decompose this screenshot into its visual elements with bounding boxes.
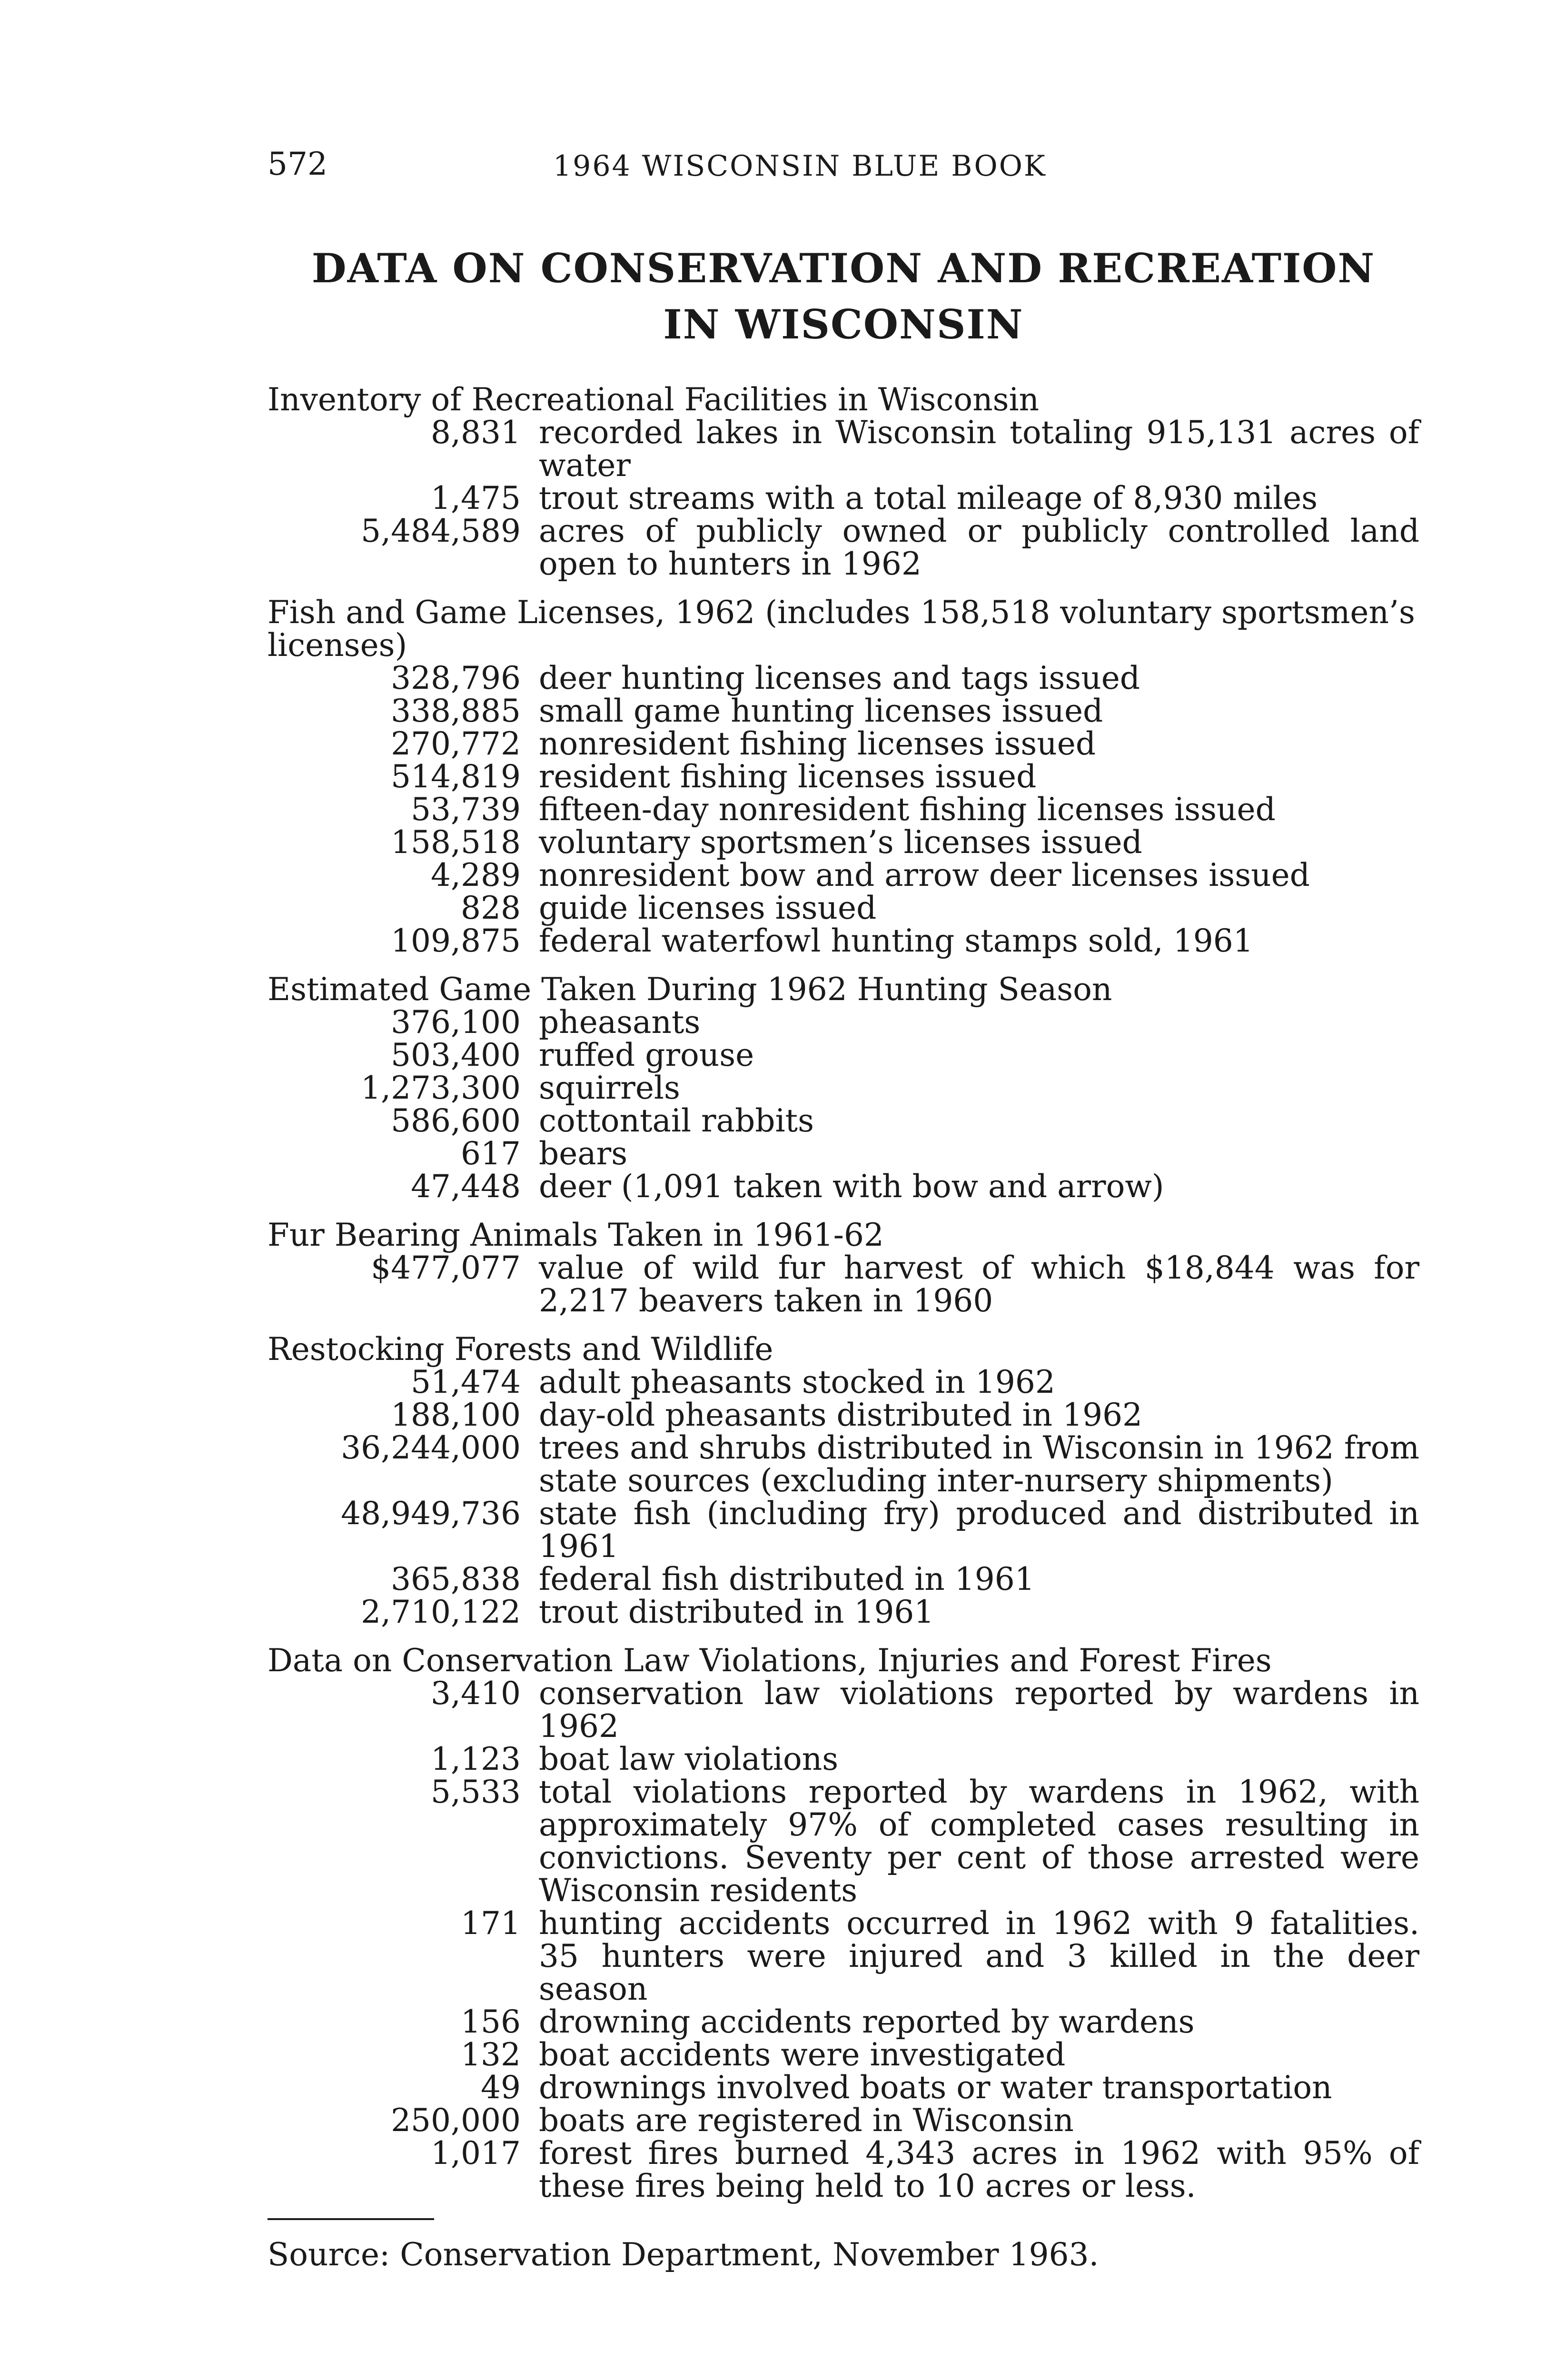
- item-text: adult pheasants stocked in 1962: [539, 1364, 1055, 1400]
- item-text: acres of publicly owned or publicly controlled land open to hunters in 1962: [539, 513, 1419, 582]
- list-item: [268, 1497, 1419, 1563]
- item-value: $477,077: [371, 1250, 521, 1286]
- section-estimated-game-taken: [268, 973, 1419, 1203]
- item-text: nonresident fishing licenses issued: [539, 725, 1096, 762]
- list-item: [268, 1137, 1419, 1170]
- item-text: voluntary sportsmen’s licenses issued: [539, 824, 1142, 861]
- list-item: [268, 1677, 1419, 1743]
- section-heading: Fish and Game Licenses, 1962 (includes 158,518 voluntary sportsmen’s licenses): [268, 594, 1415, 664]
- section-heading: Estimated Game Taken During 1962 Hunting Season: [268, 971, 1112, 1008]
- list-item: [268, 1071, 1419, 1104]
- item-text: forest fires burned 4,343 acres in 1962 with 95% of these fires being held to 10 acres or less.: [539, 2135, 1419, 2204]
- page-title-line-1: DATA ON CONSERVATION AND RECREATION: [311, 245, 1376, 292]
- list-item: [268, 662, 1419, 694]
- list-item: [268, 2038, 1419, 2071]
- item-value: 365,838: [391, 1561, 521, 1597]
- list-item: [268, 2104, 1419, 2137]
- item-value: 5,533: [431, 1774, 521, 1810]
- item-value: 586,600: [391, 1102, 521, 1139]
- item-text: small game hunting licenses issued: [539, 693, 1103, 729]
- item-text: recorded lakes in Wisconsin totaling 915,131 acres of water: [539, 414, 1419, 484]
- list-item: [268, 482, 1419, 515]
- item-text: bears: [539, 1135, 628, 1172]
- item-text: day-old pheasants distributed in 1962: [539, 1397, 1143, 1433]
- item-text: trees and shrubs distributed in Wisconsin in 1962 from state sources (excluding inter-nursery shipments): [539, 1429, 1419, 1499]
- list-item: [268, 1563, 1419, 1596]
- list-item: [268, 1039, 1419, 1071]
- page-number: 572: [268, 146, 327, 182]
- item-text: cottontail rabbits: [539, 1102, 814, 1139]
- item-text: value of wild fur harvest of which $18,844 was for 2,217 beavers taken in 1960: [539, 1250, 1419, 1319]
- item-text: state fish (including fry) produced and distributed in 1961: [539, 1495, 1419, 1565]
- item-value: 250,000: [391, 2102, 521, 2139]
- item-value: 4,289: [431, 857, 521, 893]
- running-head: [268, 145, 1419, 183]
- list-item: [268, 515, 1419, 580]
- list-item: [268, 1431, 1419, 1497]
- list-item: [268, 1398, 1419, 1431]
- list-item: [268, 1596, 1419, 1628]
- item-value: 828: [461, 890, 521, 926]
- item-text: fifteen-day nonresident fishing licenses issued: [539, 791, 1276, 828]
- list-item: [268, 1251, 1419, 1317]
- list-item: [268, 793, 1419, 826]
- section-violations-injuries-fires: [268, 1644, 1419, 2202]
- item-value: 270,772: [391, 725, 521, 762]
- section-heading: Restocking Forests and Wildlife: [268, 1331, 773, 1368]
- list-item: [268, 416, 1419, 482]
- item-value: 47,448: [411, 1168, 521, 1205]
- item-value: 1,273,300: [361, 1070, 521, 1106]
- item-value: 328,796: [391, 660, 521, 696]
- item-text: trout streams with a total mileage of 8,930 miles: [539, 480, 1318, 516]
- section-heading: Data on Conservation Law Violations, Injuries and Forest Fires: [268, 1642, 1272, 1679]
- item-text: boat law violations: [539, 1741, 839, 1777]
- item-value: 2,710,122: [361, 1594, 521, 1630]
- item-value: 158,518: [391, 824, 521, 861]
- item-value: 188,100: [391, 1397, 521, 1433]
- item-value: 36,244,000: [341, 1429, 521, 1466]
- book-title: 1964 WISCONSIN BLUE BOOK: [553, 149, 1047, 183]
- item-text: nonresident bow and arrow deer licenses issued: [539, 857, 1310, 893]
- list-item: [268, 2071, 1419, 2104]
- section-restocking: [268, 1333, 1419, 1628]
- item-text: trout distributed in 1961: [539, 1594, 934, 1630]
- item-text: total violations reported by wardens in 1962, with approximately 97% of completed cases resulting in convictions. Seventy per cent of those arrested were Wisconsin residents: [539, 1774, 1419, 1909]
- item-value: 1,123: [431, 1741, 521, 1777]
- item-value: 109,875: [391, 922, 521, 959]
- item-value: 132: [461, 2036, 521, 2073]
- item-text: ruffed grouse: [539, 1037, 754, 1073]
- section-fur-bearing-animals: [268, 1219, 1419, 1317]
- list-item: [268, 760, 1419, 793]
- item-text: federal waterfowl hunting stamps sold, 1961: [539, 922, 1253, 959]
- item-value: 1,017: [431, 2135, 521, 2172]
- list-item: [268, 1366, 1419, 1398]
- item-text: boat accidents were investigated: [539, 2036, 1066, 2073]
- item-text: deer hunting licenses and tags issued: [539, 660, 1140, 696]
- item-text: drownings involved boats or water transportation: [539, 2069, 1332, 2106]
- page-title: [268, 240, 1419, 353]
- item-text: squirrels: [539, 1070, 680, 1106]
- list-item: [268, 892, 1419, 924]
- list-item: [268, 2137, 1419, 2202]
- item-text: resident fishing licenses issued: [539, 758, 1037, 795]
- item-text: drowning accidents reported by wardens: [539, 2003, 1195, 2040]
- item-value: 51,474: [411, 1364, 521, 1400]
- item-value: 5,484,589: [361, 513, 521, 549]
- item-value: 1,475: [431, 480, 521, 516]
- item-value: 376,100: [391, 1004, 521, 1041]
- footnote-rule: [268, 2218, 434, 2220]
- list-item: [268, 2005, 1419, 2038]
- item-text: deer (1,091 taken with bow and arrow): [539, 1168, 1164, 1205]
- item-text: conservation law violations reported by wardens in 1962: [539, 1675, 1419, 1745]
- list-item: [268, 1104, 1419, 1137]
- item-text: guide licenses issued: [539, 890, 877, 926]
- list-item: [268, 694, 1419, 727]
- item-value: 49: [481, 2069, 521, 2106]
- list-item: [268, 826, 1419, 859]
- item-text: pheasants: [539, 1004, 701, 1041]
- item-value: 53,739: [411, 791, 521, 828]
- item-value: 617: [461, 1135, 521, 1172]
- item-value: 156: [461, 2003, 521, 2040]
- content-body: [268, 383, 1419, 2271]
- list-item: [268, 859, 1419, 892]
- list-item: [268, 1907, 1419, 2005]
- page-title-line-2: IN WISCONSIN: [663, 301, 1024, 348]
- item-value: 8,831: [431, 414, 521, 451]
- item-text: federal fish distributed in 1961: [539, 1561, 1035, 1597]
- list-item: [268, 1775, 1419, 1907]
- list-item: [268, 924, 1419, 957]
- section-fish-and-game-licenses: [268, 596, 1419, 957]
- item-text: hunting accidents occurred in 1962 with 9 fatalities. 35 hunters were injured and 3 killed in the deer season: [539, 1905, 1419, 2007]
- list-item: [268, 727, 1419, 760]
- item-value: 3,410: [431, 1675, 521, 1712]
- section-heading: Inventory of Recreational Facilities in Wisconsin: [268, 381, 1040, 418]
- item-value: 48,949,736: [341, 1495, 521, 1532]
- source-note: Source: Conservation Department, November 1963.: [268, 2236, 1099, 2273]
- list-item: [268, 1170, 1419, 1203]
- item-value: 503,400: [391, 1037, 521, 1073]
- list-item: [268, 1006, 1419, 1039]
- section-heading: Fur Bearing Animals Taken in 1961-62: [268, 1217, 884, 1253]
- item-value: 338,885: [391, 693, 521, 729]
- item-value: 171: [461, 1905, 521, 1942]
- section-recreational-facilities: [268, 383, 1419, 580]
- item-text: boats are registered in Wisconsin: [539, 2102, 1074, 2139]
- item-value: 514,819: [391, 758, 521, 795]
- list-item: [268, 1743, 1419, 1775]
